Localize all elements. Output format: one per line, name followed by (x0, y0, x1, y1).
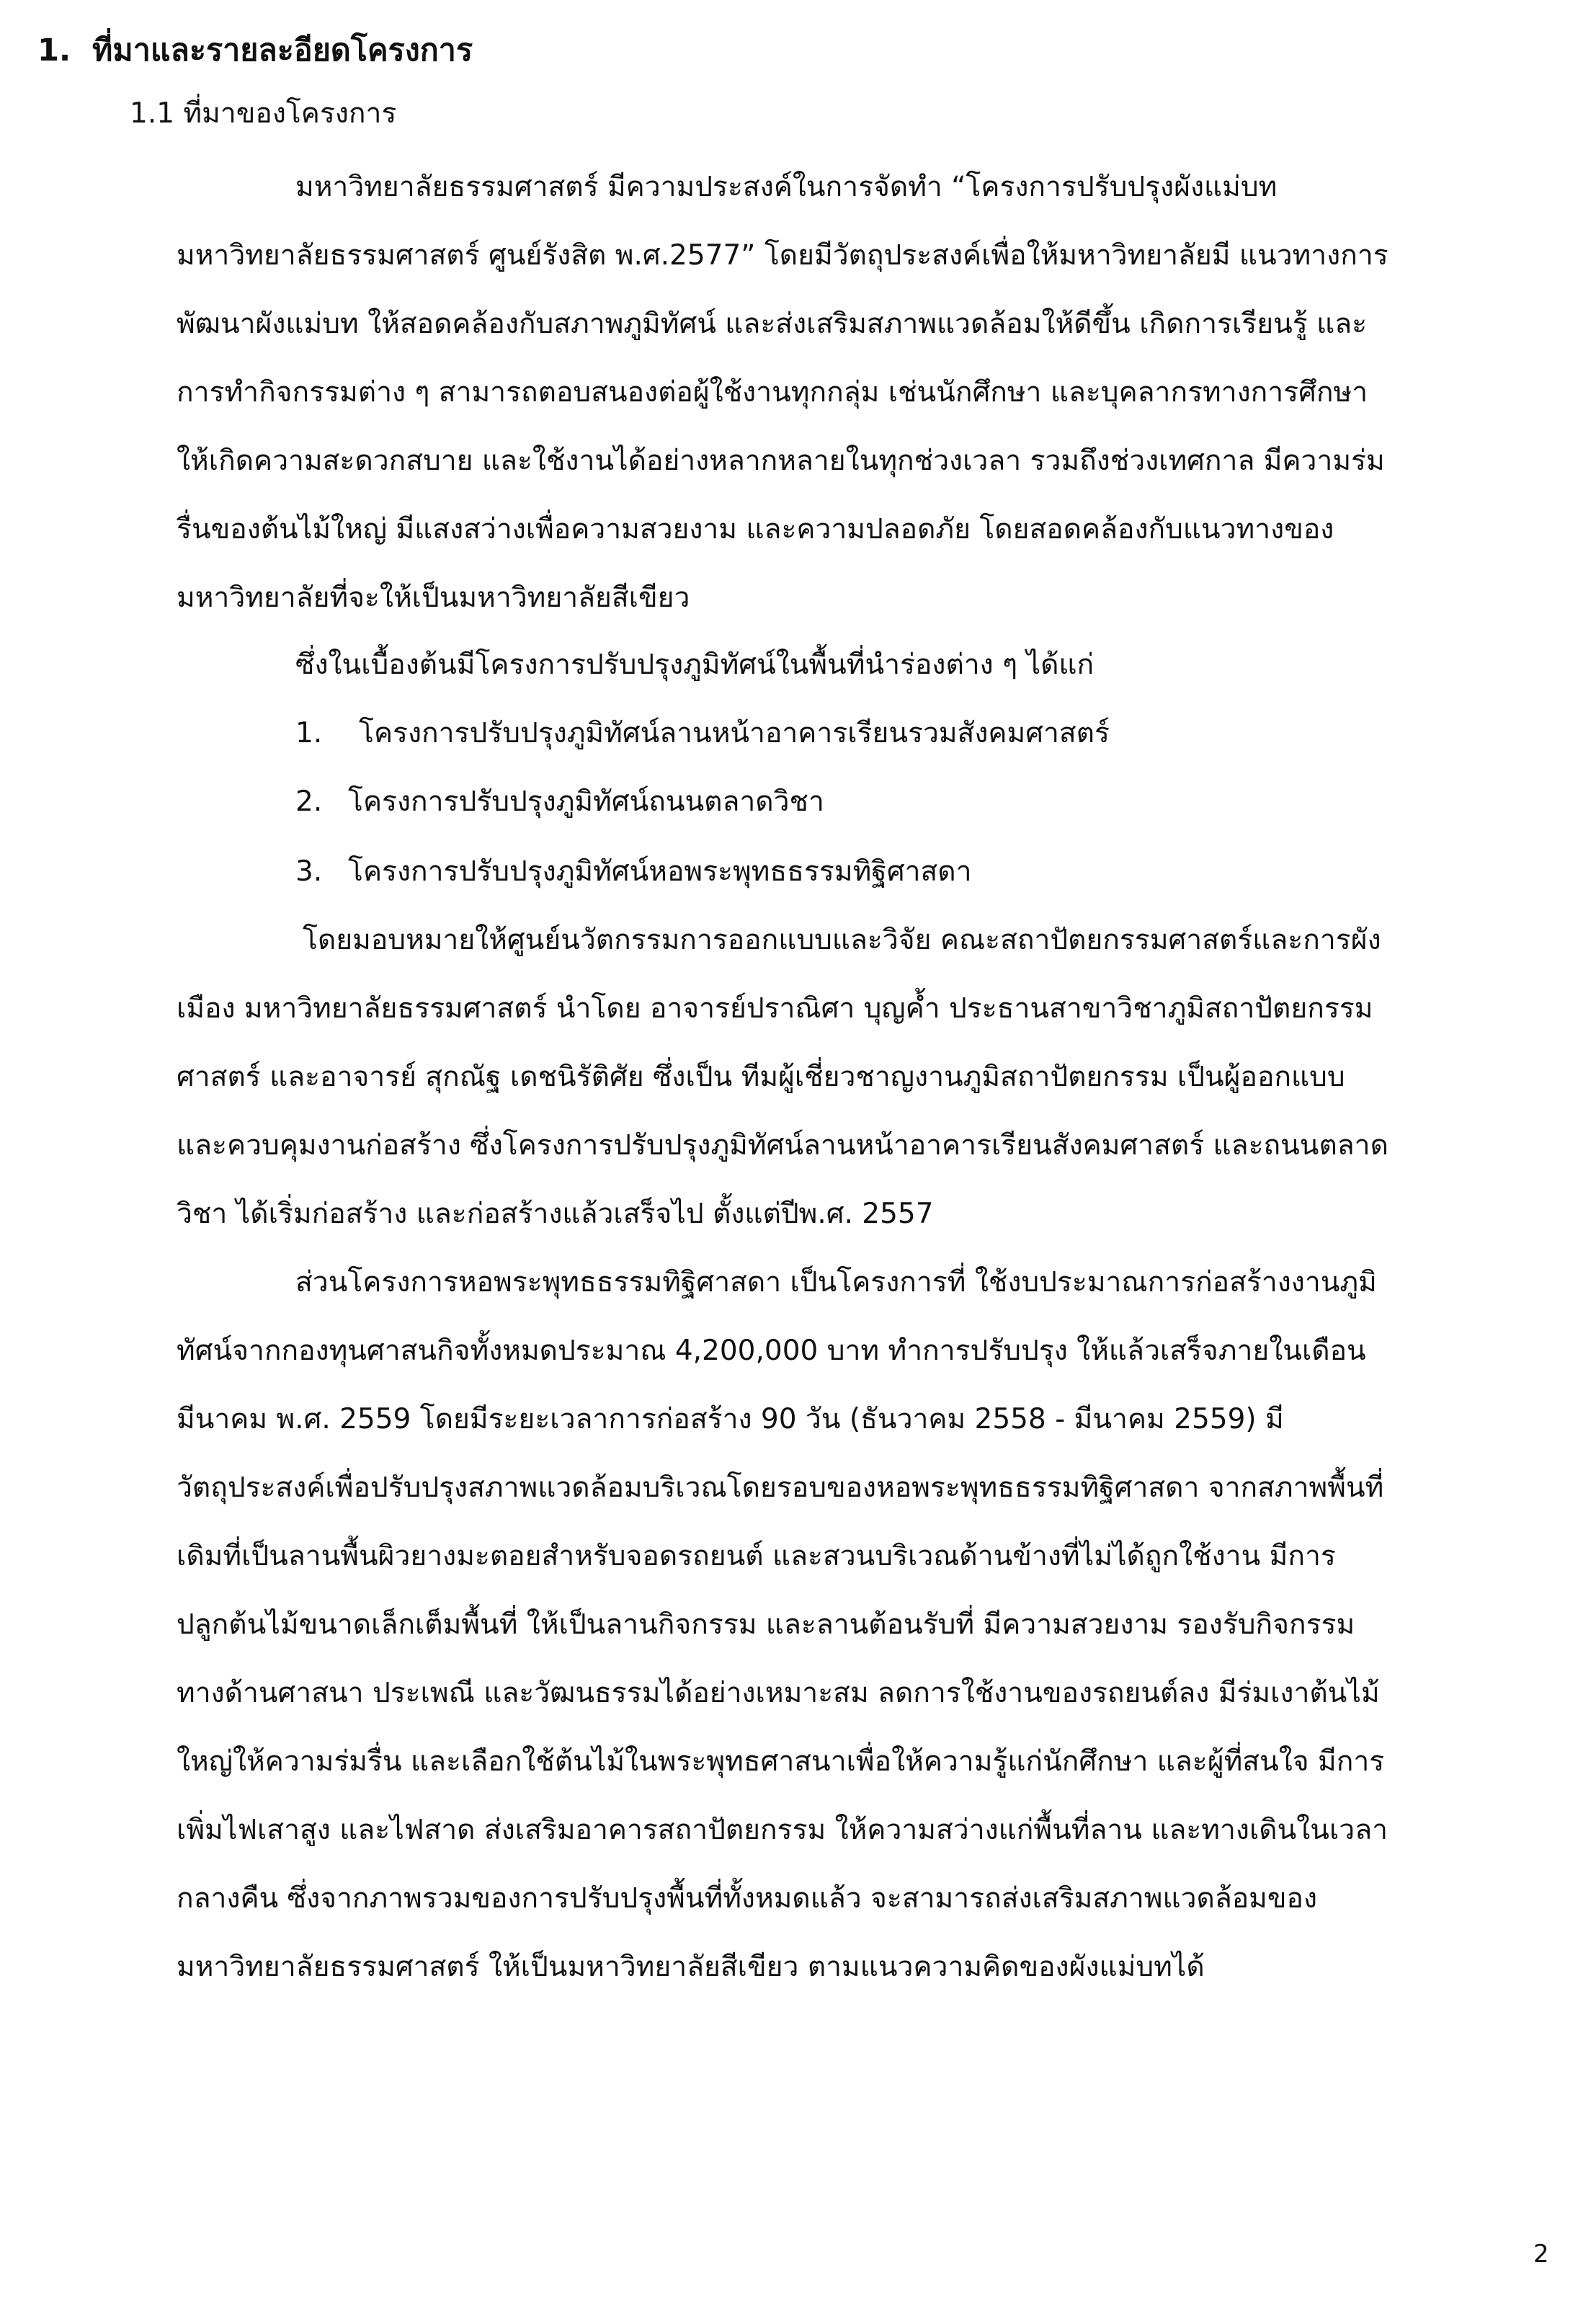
paragraph-line: โดยมอบหมายให้ศูนย์นวัตกรรมการออกแบบและวิจัย คณะสถาปัตยกรรมศาสตร์และการผัง (303, 924, 1381, 956)
paragraph-line: มหาวิทยาลัยธรรมศาสตร์ มีความประสงค์ในการจัดทำ “โครงการปรับปรุงผังแม่บท (295, 171, 1278, 203)
paragraph-line: มหาวิทยาลัยธรรมศาสตร์ ศูนย์รังสิต พ.ศ.2577” โดยมีวัตถุประสงค์เพื่อให้มหาวิทยาลัยมี แนวทางการ (177, 239, 1388, 272)
paragraph-line: วิชา ได้เริ่มก่อสร้าง และก่อสร้างแล้วเสร็จไป ตั้งแต่ปีพ.ศ. 2557 (177, 1198, 934, 1230)
paragraph-line: ใหญ่ให้ความร่มรื่น และเลือกใช้ต้นไม้ในพระพุทธศาสนาเพื่อให้ความรู้แก่นักศึกษา และผู้ที่สนใจ มีการ (177, 1745, 1385, 1778)
paragraph-line: ศาสตร์ และอาจารย์ สุกณัฐ เดชนิรัติศัย ซึ่งเป็น ทีมผู้เชี่ยวชาญงานภูมิสถาปัตยกรรม เป็นผู้ออกแบบ (177, 1061, 1345, 1093)
paragraph-line: เมือง มหาวิทยาลัยธรรมศาสตร์ นำโดย อาจารย์ปราณิศา บุญค้ำ ประธานสาขาวิชาภูมิสถาปัตยกรรม (177, 992, 1373, 1025)
list-item: โครงการปรับปรุงภูมิทัศน์ถนนตลาดวิชา (348, 785, 824, 818)
paragraph-line: ส่วนโครงการหอพระพุทธธรรมทิฐิศาสดา เป็นโครงการที่ ใช้งบประมาณการก่อสร้างงานภูมิ (295, 1266, 1377, 1299)
subsection-heading: 1.1 ที่มาของโครงการ (130, 97, 397, 130)
list-item-number: 2. (295, 785, 323, 818)
paragraph-line: ทางด้านศาสนา ประเพณี และวัฒนธรรมได้อย่างเหมาะสม ลดการใช้งานของรถยนต์ลง มีร่มเงาต้นไม้ (177, 1677, 1380, 1709)
page-number: 2 (1533, 2240, 1549, 2268)
paragraph-line: การทำกิจกรรมต่าง ๆ สามารถตอบสนองต่อผู้ใช้งานทุกกลุ่ม เช่นนักศึกษา และบุคลากรทางการศึกษา (177, 376, 1368, 409)
paragraph-line: พัฒนาผังแม่บท ให้สอดคล้องกับสภาพภูมิทัศน์ และส่งเสริมสภาพแวดล้อมให้ดีขึ้น เกิดการเรียนรู้ และ (177, 308, 1368, 340)
paragraph-line: เพิ่มไฟเสาสูง และไฟสาด ส่งเสริมอาคารสถาปัตยกรรม ให้ความสว่างแก่พื้นที่ลาน และทางเดินในเวลา (177, 1814, 1388, 1846)
paragraph-line: รื่นของต้นไม้ใหญ่ มีแสงสว่างเพื่อความสวยงาม และความปลอดภัย โดยสอดคล้องกับแนวทางของ (177, 513, 1334, 546)
paragraph-line: ทัศน์จากกองทุนศาสนกิจทั้งหมดประมาณ 4,200,000 บาท ทำการปรับปรุง ให้แล้วเสร็จภายในเดือน (177, 1335, 1366, 1367)
list-item-number: 1. (295, 717, 323, 749)
paragraph-line: มหาวิทยาลัยธรรมศาสตร์ ให้เป็นมหาวิทยาลัยสีเขียว ตามแนวความคิดของผังแม่บทได้ (177, 1951, 1205, 1983)
list-item-number: 3. (295, 855, 323, 888)
heading-number: 1. (37, 32, 71, 68)
paragraph-line: มหาวิทยาลัยที่จะให้เป็นมหาวิทยาลัยสีเขียว (177, 582, 690, 614)
paragraph-line: ให้เกิดความสะดวกสบาย และใช้งานได้อย่างหลากหลายในทุกช่วงเวลา รวมถึงช่วงเทศกาล มีความร่ม (177, 445, 1385, 477)
paragraph-line: เดิมที่เป็นลานพื้นผิวยางมะตอยสำหรับจอดรถยนต์ และสวนบริเวณด้านข้างที่ไม่ได้ถูกใช้งาน มีการ (177, 1540, 1336, 1572)
list-intro: ซึ่งในเบื้องต้นมีโครงการปรับปรุงภูมิทัศน์ในพื้นที่นำร่องต่าง ๆ ได้แก่ (295, 649, 1095, 681)
paragraph-line: วัตถุประสงค์เพื่อปรับปรุงสภาพแวดล้อมบริเวณโดยรอบของหอพระพุทธธรรมทิฐิศาสดา จากสภาพพื้นที่ (177, 1471, 1384, 1504)
paragraph-line: มีนาคม พ.ศ. 2559 โดยมีระยะเวลาการก่อสร้าง 90 วัน (ธันวาคม 2558 - มีนาคม 2559) มี (177, 1403, 1284, 1435)
list-item: โครงการปรับปรุงภูมิทัศน์หอพระพุทธธรรมทิฐิศาสดา (348, 855, 972, 888)
list-item: โครงการปรับปรุงภูมิทัศน์ลานหน้าอาคารเรียนรวมสังคมศาสตร์ (359, 717, 1110, 749)
paragraph-line: ปลูกต้นไม้ขนาดเล็กเต็มพื้นที่ ให้เป็นลานกิจกรรม และลานต้อนรับที่ มีความสวยงาม รองรับกิจกรรม (177, 1608, 1355, 1641)
paragraph-line: กลางคืน ซึ่งจากภาพรวมของการปรับปรุงพื้นที่ทั้งหมดแล้ว จะสามารถส่งเสริมสภาพแวดล้อมของ (177, 1882, 1317, 1915)
section-heading: ที่มาและรายละอียดโครงการ (92, 32, 473, 68)
paragraph-line: และควบคุมงานก่อสร้าง ซึ่งโครงการปรับปรุงภูมิทัศน์ลานหน้าอาคารเรียนสังคมศาสตร์ และถนนตลาด (177, 1129, 1388, 1162)
